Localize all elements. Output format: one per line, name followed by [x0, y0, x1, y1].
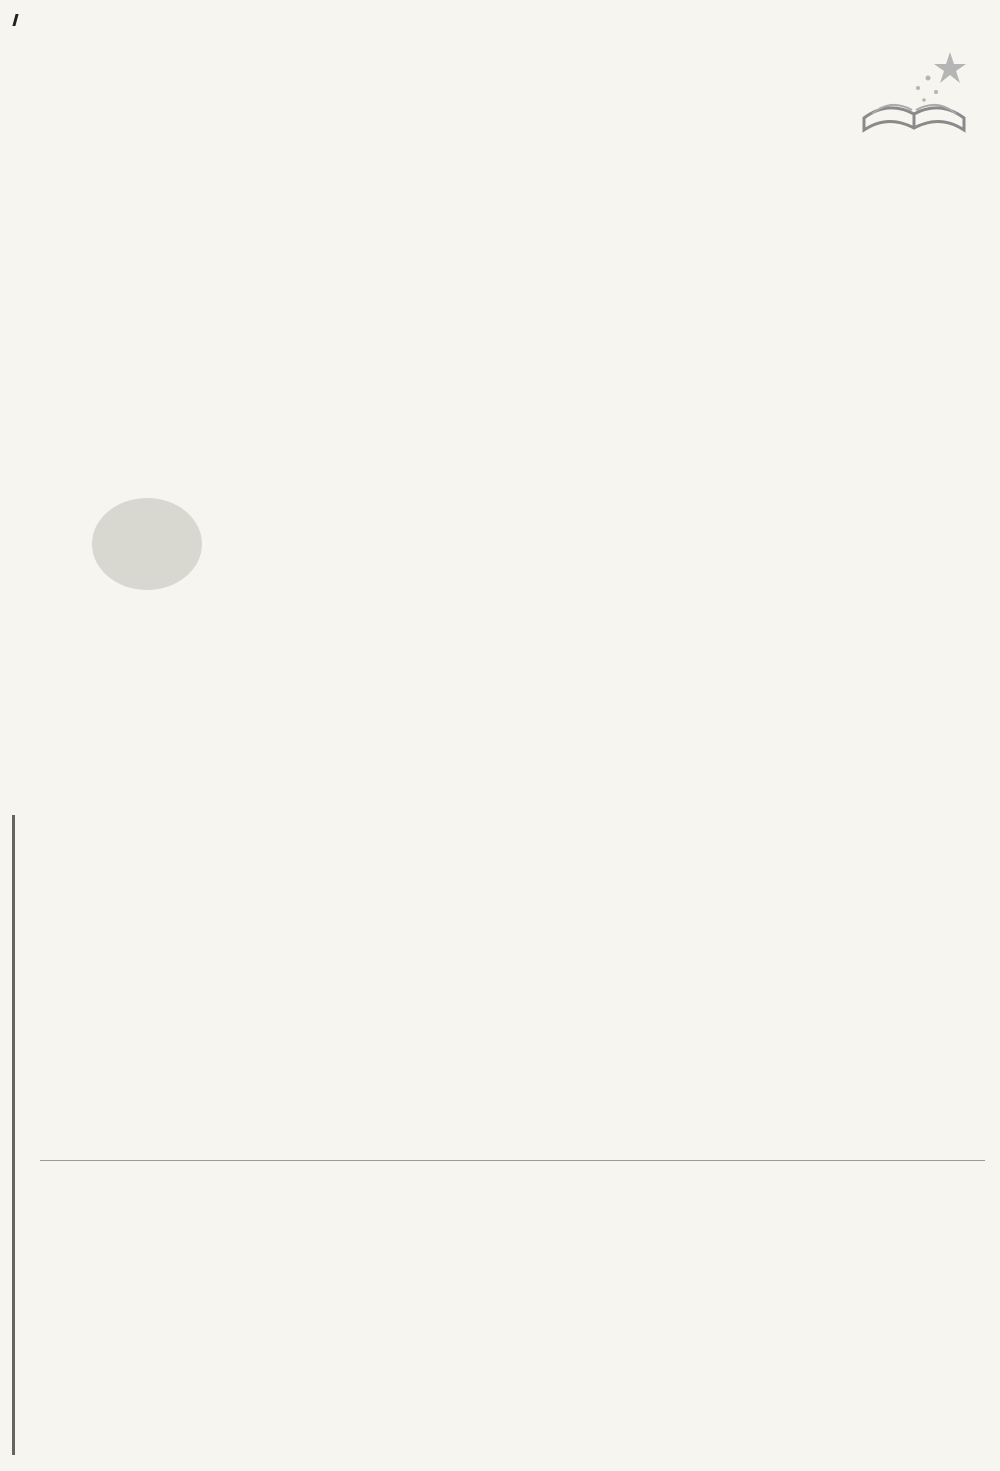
binding-edge	[12, 815, 15, 1455]
fold-line	[40, 1160, 985, 1161]
corner-mark	[12, 14, 18, 26]
stamp-watermark	[92, 498, 202, 590]
open-book-star-icon	[858, 48, 970, 140]
